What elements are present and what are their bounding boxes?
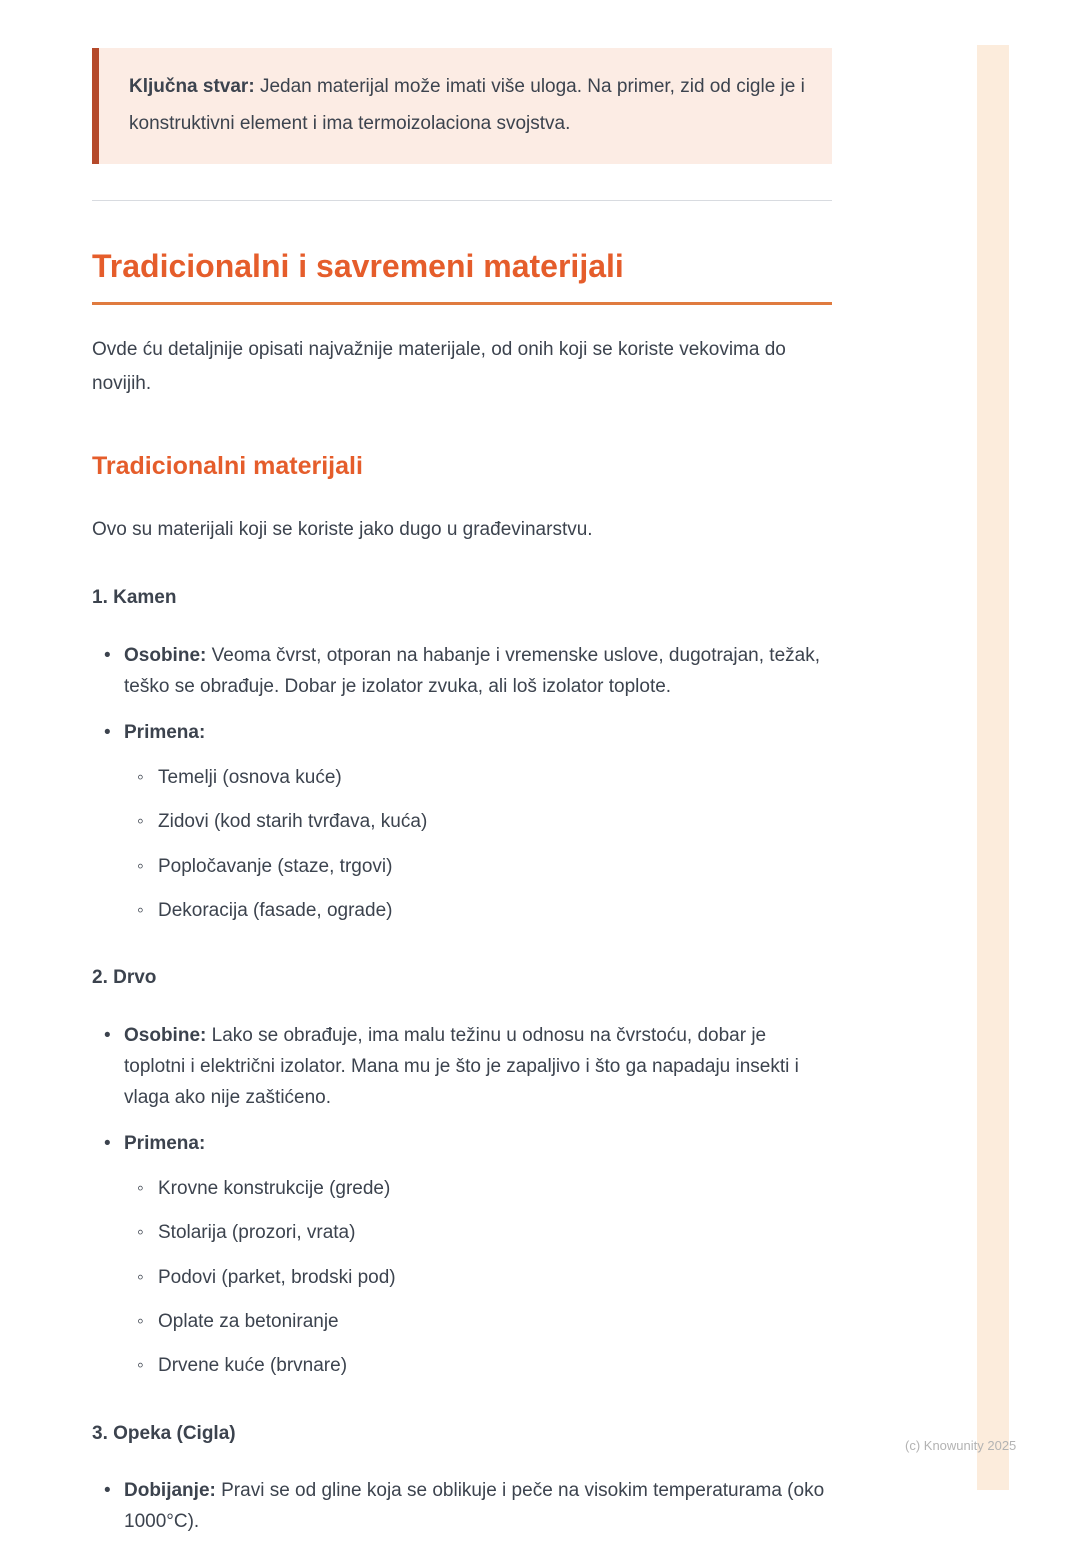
sub-list-item: ◦ Temelji (osnova kuće) bbox=[124, 762, 832, 793]
callout-label: Ključna stvar: bbox=[129, 76, 255, 97]
sub-list-item: ◦ Dekoracija (fasade, ograde) bbox=[124, 895, 832, 926]
intro-paragraph: Ovde ću detaljnije opisati najvažnije materijale, od onih koji se koriste vekovima do novijih. bbox=[92, 339, 786, 394]
bullet-text: Veoma čvrst, otporan na habanje i vremenske uslove, dugotrajan, težak, teško se obrađuje. Dobar je izolator zvuka, ali loš izolator toplote. bbox=[124, 644, 820, 698]
heading-rule bbox=[92, 302, 832, 305]
list-item bbox=[92, 1020, 832, 1114]
subsection-title: Tradicionalni materijali bbox=[92, 451, 363, 480]
sub-bullet-list bbox=[124, 1173, 832, 1382]
list-item bbox=[92, 1475, 832, 1538]
bullet-text: Pravi se od gline koja se oblikuje i peče na visokim temperaturama (oko 1000°C). bbox=[124, 1480, 825, 1533]
subsection-intro: Ovo su materijali koji se koriste jako dugo u građevinarstvu. bbox=[92, 519, 593, 541]
bullet-list bbox=[92, 1475, 832, 1538]
callout-text: Jedan materijal može imati više uloga. Na primer, zid od cigle je i konstruktivni element i ima termoizolaciona svojstva. bbox=[129, 76, 805, 135]
bullet-label: Osobine: bbox=[124, 644, 207, 666]
document-content bbox=[92, 48, 832, 1552]
page-title: Tradicionalni i savremeni materijali bbox=[92, 248, 624, 285]
sub-list-item: ◦ Drvene kuće (brvnare) bbox=[124, 1350, 832, 1381]
bullet-label: Dobijanje: bbox=[124, 1480, 216, 1502]
copyright-footer: (c) Knowunity 2025 bbox=[905, 1438, 1017, 1453]
material-heading-kamen: 1. Kamen bbox=[92, 587, 177, 609]
sub-list-item: ◦ Zidovi (kod starih tvrđava, kuća) bbox=[124, 806, 832, 837]
sub-list-item: ◦ Stolarija (prozori, vrata) bbox=[124, 1217, 832, 1248]
bullet-label: Primena: bbox=[124, 721, 206, 743]
material-heading-opeka: 3. Opeka (Cigla) bbox=[92, 1422, 236, 1444]
material-heading-drvo: 2. Drvo bbox=[92, 967, 157, 989]
sub-bullet-list bbox=[124, 762, 832, 926]
bullet-list bbox=[92, 1020, 832, 1382]
section-divider bbox=[92, 200, 832, 201]
bullet-label: Osobine: bbox=[124, 1024, 207, 1046]
list-item bbox=[92, 717, 832, 927]
bullet-list bbox=[92, 640, 832, 926]
sub-list-item: ◦ Oplate za betoniranje bbox=[124, 1306, 832, 1337]
page-margin-strip bbox=[977, 45, 1009, 1490]
sub-list-item: ◦ Popločavanje (staze, trgovi) bbox=[124, 851, 832, 882]
sub-list-item: ◦ Podovi (parket, brodski pod) bbox=[124, 1262, 832, 1293]
bullet-text: Lako se obrađuje, ima malu težinu u odnosu na čvrstoću, dobar je toplotni i električni izolator. Mana mu je što je zapaljivo i što ga napadaju insekti i vlaga ako nije zaštićeno. bbox=[124, 1024, 799, 1109]
list-item bbox=[92, 640, 832, 703]
sub-list-item: ◦ Krovne konstrukcije (grede) bbox=[124, 1173, 832, 1204]
list-item bbox=[92, 1128, 832, 1382]
bullet-label: Primena: bbox=[124, 1132, 206, 1154]
key-point-callout bbox=[92, 48, 832, 164]
